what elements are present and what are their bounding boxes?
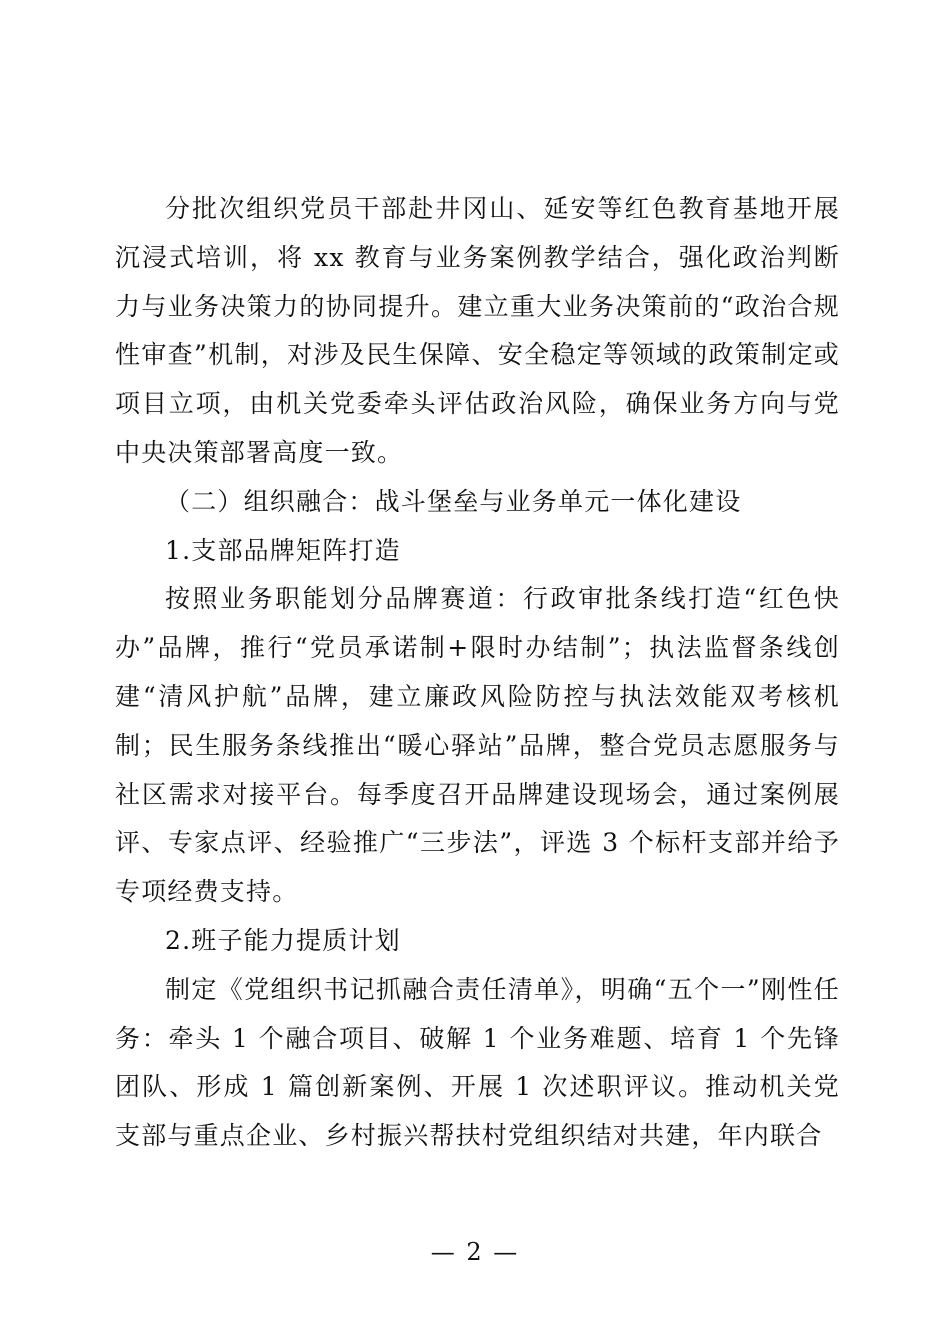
body-paragraph: 按照业务职能划分品牌赛道：行政审批条线打造“红色快办”品牌，推行“党员承诺制+限时办结制”；执法监督条线创建“清风护航”品牌，建立廉政风险防控与执法效能双考核机制；民生服务条线推出“暖心驿站”品牌，整合党员志愿服务与社区需求对接平台。每季度召开品牌建设现场会，通过案例展评、专家点评、经验推广“三步法”，评选 3 个标杆支部并给予专项经费支持。 xyxy=(115,584,840,907)
document-body xyxy=(115,185,840,1161)
sub-heading: 1.支部品牌矩阵打造 xyxy=(165,535,401,565)
section-heading: （二）组织融合：战斗堡垒与业务单元一体化建设 xyxy=(165,486,742,516)
sub-heading: 2.班子能力提质计划 xyxy=(165,925,401,955)
body-paragraph: 制定《党组织书记抓融合责任清单》，明确“五个一”刚性任务：牵头 1 个融合项目、破解 1 个业务难题、培育 1 个先锋团队、形成 1 篇创新案例、开展 1 次述职评议。推动机关党支部与重点企业、乡村振兴帮扶村党组织结对共建，年内联合 xyxy=(115,974,840,1151)
body-paragraph: 分批次组织党员干部赴井冈山、延安等红色教育基地开展沉浸式培训，将 xx 教育与业务案例教学结合，强化政治判断力与业务决策力的协同提升。建立重大业务决策前的“政治合规性审查”机制，对涉及民生保障、安全稳定等领域的政策制定或项目立项，由机关党委牵头评估政治风险，确保业务方向与党中央决策部署高度一致。 xyxy=(115,194,840,467)
page-number: — 2 — xyxy=(430,1238,520,1266)
